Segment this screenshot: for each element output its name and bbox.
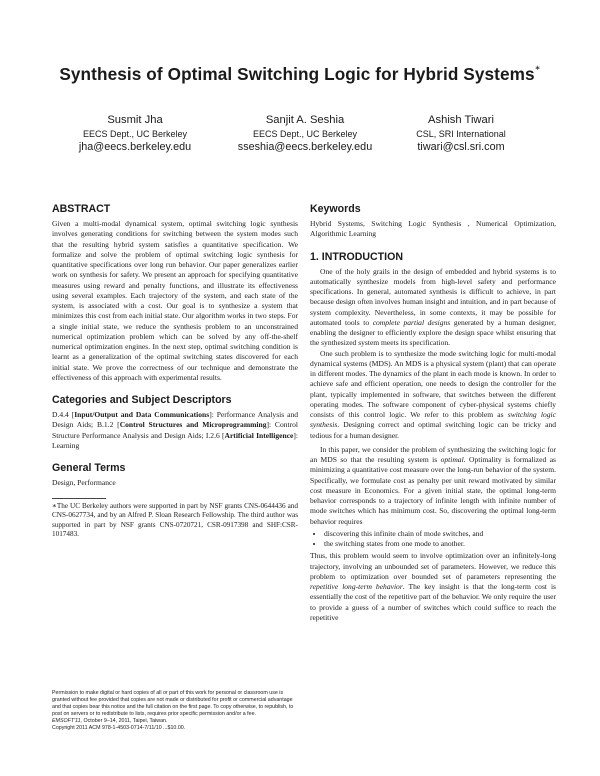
- abstract-text: Given a multi-modal dynamical system, optimal switching logic synthesis involves generating conditions for switching between the system modes such that the resulting hybrid system satisfies a quantitative specification. We formalize and solve the problem of optimal switching logic synthesis for quantitative specifications over long run behavior. Our paper generalizes earlier work on synthesis for safety. We present an approach for specifying quantitative measures using reward and penalty functions, and illustrate its effectiveness using several examples. Each trajectory of the system, and each state of the system, is associated with a cost. Our goal is to synthesize a system that minimizes this cost from each initial state. Our algorithm works in two steps. For a single initial state, we reduce the synthesis problem to an unconstrained numerical optimization problem which can be solved by any off-the-shelf numerical optimization engines. In the next step, optimal switching condition is learnt as a generalization of the optimal switching states discovered for each initial state. We prove the correctness of our technique and demonstrate the effectiveness of this approach with experimental results.: [52, 219, 298, 382]
- left-column: [52, 203, 298, 539]
- paper-title: [0, 64, 600, 85]
- venue-line: EMSOFT'11, October 9–14, 2011, Taipei, Taiwan.: [52, 718, 168, 725]
- author-block-1: [60, 114, 210, 155]
- intro-paragraph-1: One of the holy grails in the design of embedded and hybrid systems is to automatically synthesize models from high-level safety and performance specifications. In general, automated synthesis is difficult to achieve, in part because design often involves human insight and intuition, and in part because of system complexity. Nevertheless, in some contexts, it may be possible for automated tools to complete partial designs generated by a human designer, enabling the designer to efficiently explore the design space whilst ensuring that the synthesized system meets its specification.: [310, 266, 556, 348]
- author-name: Sanjit A. Seshia: [265, 114, 345, 126]
- author-block-2: [230, 114, 380, 155]
- author-email: tiwari@csl.sri.com: [417, 141, 505, 153]
- general-terms-heading: General Terms: [52, 462, 126, 474]
- introduction-heading: 1. INTRODUCTION: [310, 250, 403, 263]
- author-block-3: [386, 114, 536, 155]
- general-terms-text: Design, Performance: [52, 478, 116, 487]
- copyright-line: Copyright 2011 ACM 978-1-4503-0714-7/11/10 ...$10.00.: [52, 725, 186, 732]
- permission-text: Permission to make digital or hard copies of all or part of this work for personal or classroom use is granted without fee provided that copies are not made or distributed for profit or commercial advantage and that copies bear this notice and the full citation on the first page. To copy otherwise, to republish, to post on servers or to redistribute to lists, requires prior specific permission and/or a fee.: [52, 690, 294, 718]
- paper-title-text: Synthesis of Optimal Switching Logic for Hybrid Systems: [59, 64, 535, 84]
- author-affiliation: EECS Dept., UC Berkeley: [252, 128, 358, 139]
- author-email: jha@eecs.berkeley.edu: [78, 141, 192, 153]
- categories-text: D.4.4 [Input/Output and Data Communications]: Performance Analysis and Design Aids; B.1.2 [Control Structures and Microprogramming]: Control Structure Performance Analysis and Design Aids; I.2.6 [Artificial Intelligence]: Learning: [52, 410, 299, 450]
- keywords-heading: Keywords: [310, 203, 361, 215]
- categories-heading: Categories and Subject Descriptors: [52, 394, 232, 406]
- author-name: Susmit Jha: [107, 114, 163, 126]
- intro-paragraph-3: In this paper, we consider the problem of synthesizing the switching logic for an MDS so that the resulting system is optimal. Optimality is formalized as minimizing a quantitative cost measure over the long-run behavior of the system. Specifically, we formulate cost as penalty per unit reward motivated by similar cost measure in Economics. For a given initial state, the optimal long-term behavior corresponds to a trajectory of infinite length with infinite number of mode switches which has minimum cost. So, discovering the optimal long-term behavior requires: [310, 444, 556, 526]
- right-column: [310, 203, 556, 623]
- author-affiliation: CSL, SRI International: [416, 128, 506, 139]
- keywords-text: Hybrid Systems, Switching Logic Synthesis , Numerical Optimization, Algorithmic Learning: [310, 219, 556, 239]
- footnote-rule: [52, 498, 106, 499]
- abstract-heading: ABSTRACT: [52, 203, 111, 215]
- list-item: • the switching states from one mode to another.: [324, 539, 556, 549]
- footnote-text: ∗The UC Berkeley authors were supported in part by NSF grants CNS-0644436 and CNS-0627734, and by an Alfred P. Sloan Research Fellowship. The third author was supported in part by NSF grants CNS-0720721, CSR-0917398 and SHF:CSR-1017483.: [52, 502, 298, 538]
- author-email: sseshia@eecs.berkeley.edu: [237, 141, 373, 153]
- title-footnote-mark: ∗: [534, 65, 541, 72]
- intro-paragraph-4: Thus, this problem would seem to involve optimization over an infinitely-long trajectory, involving an unbounded set of parameters. However, we reduce this problem to optimization over bounded set of parameters representing the repetitive long-term behavior. The key insight is that the long-term cost is essentially the cost of the repetitive part of the behavior. We only require the user to provide a guess of a number of switches which could suffice to reach the repetitive: [310, 551, 556, 622]
- author-affiliation: EECS Dept., UC Berkeley: [82, 128, 188, 139]
- intro-paragraph-2: One such problem is to synthesize the mode switching logic for multi-modal dynamical systems (MDS). An MDS is a physical system (plant) that can operate in different modes. The dynamics of the plant in each mode is known. In order to achieve safe and efficient operation, one needs to design the controller for the plant, typically implemented in software, that switches between the different operating modes. The software component of cyber-physical systems chiefly consists of this control logic. We refer to this problem as switching logic synthesis. Designing correct and optimal switching logic can be tricky and tedious for a human designer.: [310, 348, 556, 440]
- author-name: Ashish Tiwari: [428, 114, 494, 126]
- intro-bullet-list: [310, 529, 556, 550]
- list-item: • discovering this infinite chain of mode switches, and: [324, 529, 556, 539]
- permission-block: [52, 690, 298, 733]
